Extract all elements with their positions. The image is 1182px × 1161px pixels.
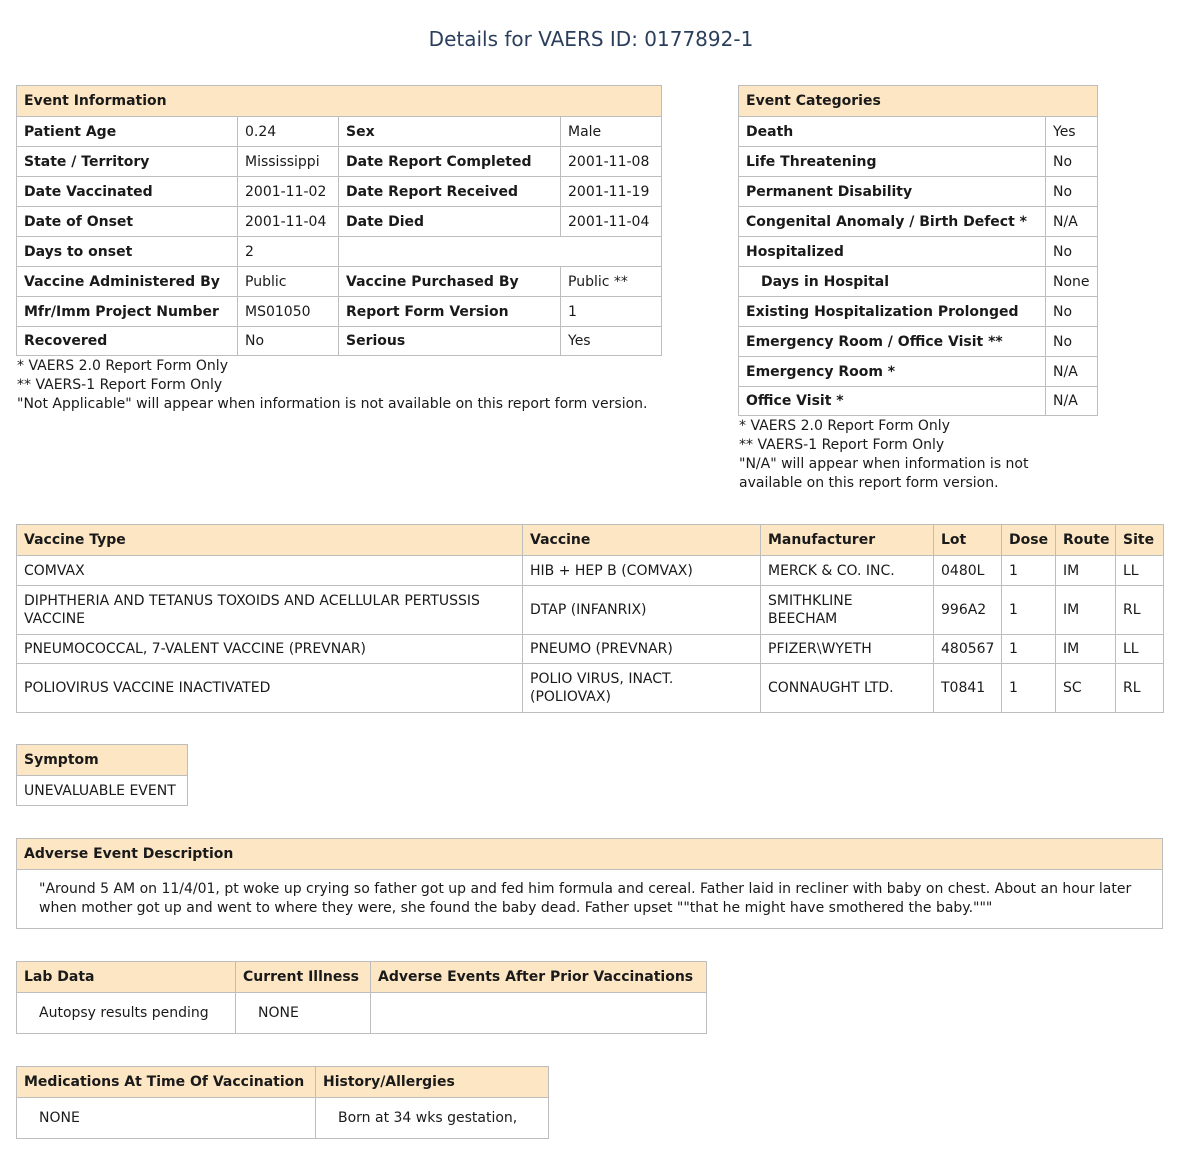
column-header: Lab Data <box>17 962 236 993</box>
category-label: Hospitalized <box>739 237 1046 267</box>
category-label: Emergency Room * <box>739 357 1046 387</box>
field-value: Public <box>238 267 339 297</box>
empty-cell <box>339 237 662 267</box>
table-row <box>739 327 1098 357</box>
category-value: No <box>1046 147 1098 177</box>
field-value: 2001-11-08 <box>561 147 662 177</box>
field-value: MS01050 <box>238 297 339 327</box>
field-value: 2001-11-19 <box>561 177 662 207</box>
field-value: Yes <box>561 327 662 356</box>
route: IM <box>1056 556 1116 586</box>
manufacturer: SMITHKLINE BEECHAM <box>761 586 934 635</box>
table-row <box>17 297 662 327</box>
column-header: Vaccine <box>523 525 761 556</box>
field-label: Report Form Version <box>339 297 561 327</box>
category-value: Yes <box>1046 117 1098 147</box>
history-allergies-value: Born at 34 wks gestation, <box>316 1098 549 1139</box>
manufacturer: PFIZER\WYETH <box>761 635 934 664</box>
table-row <box>739 207 1098 237</box>
field-value: 0.24 <box>238 117 339 147</box>
column-header: Site <box>1116 525 1164 556</box>
category-value: No <box>1046 177 1098 207</box>
table-row <box>17 177 662 207</box>
site: RL <box>1116 664 1164 713</box>
lab-data-table <box>16 961 707 1034</box>
category-label: Existing Hospitalization Prolonged <box>739 297 1046 327</box>
category-value: N/A <box>1046 207 1098 237</box>
dose: 1 <box>1002 556 1056 586</box>
category-label: Life Threatening <box>739 147 1046 177</box>
site: LL <box>1116 635 1164 664</box>
category-value: None <box>1046 267 1098 297</box>
field-value: 2001-11-02 <box>238 177 339 207</box>
column-header: Adverse Events After Prior Vaccinations <box>371 962 707 993</box>
category-value: No <box>1046 327 1098 357</box>
category-label: Death <box>739 117 1046 147</box>
field-value: 1 <box>561 297 662 327</box>
event-information-table <box>16 85 662 356</box>
field-label: Mfr/Imm Project Number <box>17 297 238 327</box>
field-label: Recovered <box>17 327 238 356</box>
event-information-header: Event Information <box>17 86 662 117</box>
field-value: No <box>238 327 339 356</box>
prior-vaccinations-value <box>371 993 707 1034</box>
lab-data-value: Autopsy results pending <box>17 993 236 1034</box>
route: SC <box>1056 664 1116 713</box>
field-label: Date Report Received <box>339 177 561 207</box>
lot: T0841 <box>934 664 1002 713</box>
field-value: Public ** <box>561 267 662 297</box>
field-label: Date Vaccinated <box>17 177 238 207</box>
lot: 996A2 <box>934 586 1002 635</box>
table-row <box>739 297 1098 327</box>
column-header: Lot <box>934 525 1002 556</box>
table-row <box>739 267 1098 297</box>
table-row <box>17 147 662 177</box>
field-value: Male <box>561 117 662 147</box>
category-label: Permanent Disability <box>739 177 1046 207</box>
table-row <box>739 177 1098 207</box>
dose: 1 <box>1002 664 1056 713</box>
table-row <box>739 237 1098 267</box>
vaccine-type: PNEUMOCOCCAL, 7-VALENT VACCINE (PREVNAR) <box>17 635 523 664</box>
field-label: Vaccine Administered By <box>17 267 238 297</box>
table-row <box>17 207 662 237</box>
event-categories-header: Event Categories <box>739 86 1098 117</box>
table-row <box>17 327 662 356</box>
column-header: History/Allergies <box>316 1067 549 1098</box>
column-header: Medications At Time Of Vaccination <box>17 1067 316 1098</box>
symptom-header: Symptom <box>17 745 188 776</box>
field-label: Serious <box>339 327 561 356</box>
column-header: Vaccine Type <box>17 525 523 556</box>
field-value: 2001-11-04 <box>238 207 339 237</box>
field-label: Date of Onset <box>17 207 238 237</box>
table-row <box>739 117 1098 147</box>
route: IM <box>1056 586 1116 635</box>
vaccine-name: HIB + HEP B (COMVAX) <box>523 556 761 586</box>
manufacturer: CONNAUGHT LTD. <box>761 664 934 713</box>
vaccine-type: COMVAX <box>17 556 523 586</box>
field-value: 2001-11-04 <box>561 207 662 237</box>
category-value: N/A <box>1046 357 1098 387</box>
footnote: * VAERS 2.0 Report Form Only <box>17 358 228 374</box>
lot: 0480L <box>934 556 1002 586</box>
event-information-notes <box>17 357 717 414</box>
category-label: Days in Hospital <box>739 267 1046 297</box>
category-value: No <box>1046 297 1098 327</box>
category-label: Emergency Room / Office Visit ** <box>739 327 1046 357</box>
page-title: Details for VAERS ID: 0177892-1 <box>428 27 754 51</box>
adverse-event-description-header: Adverse Event Description <box>17 839 1163 870</box>
table-row <box>739 147 1098 177</box>
adverse-event-description-text: "Around 5 AM on 11/4/01, pt woke up crying so father got up and fed him formula and cereal. Father laid in recliner with baby on chest. About an hour later when mother got up and went to where they were, she found the baby dead. Father upset ""that he might have smothered the baby.""" <box>17 870 1163 929</box>
field-label: Days to onset <box>17 237 238 267</box>
field-label: Date Died <box>339 207 561 237</box>
table-row <box>17 556 1164 586</box>
lot: 480567 <box>934 635 1002 664</box>
vaccines-table <box>16 524 1164 713</box>
table-row <box>17 267 662 297</box>
current-illness-value: NONE <box>236 993 371 1034</box>
event-categories-table <box>738 85 1098 416</box>
site: RL <box>1116 586 1164 635</box>
medications-table <box>16 1066 549 1139</box>
field-label: Vaccine Purchased By <box>339 267 561 297</box>
event-categories-notes <box>739 417 1059 493</box>
field-value: Mississippi <box>238 147 339 177</box>
table-row <box>17 586 1164 635</box>
column-header: Route <box>1056 525 1116 556</box>
dose: 1 <box>1002 586 1056 635</box>
medications-value: NONE <box>17 1098 316 1139</box>
category-value: N/A <box>1046 387 1098 416</box>
field-label: Sex <box>339 117 561 147</box>
site: LL <box>1116 556 1164 586</box>
symptom-value: UNEVALUABLE EVENT <box>17 776 188 806</box>
table-row <box>17 117 662 147</box>
column-header: Dose <box>1002 525 1056 556</box>
footnote: * VAERS 2.0 Report Form Only <box>739 418 950 434</box>
field-label: State / Territory <box>17 147 238 177</box>
field-value: 2 <box>238 237 339 267</box>
table-row <box>17 635 1164 664</box>
vaccine-type: DIPHTHERIA AND TETANUS TOXOIDS AND ACELLULAR PERTUSSIS VACCINE <box>17 586 523 635</box>
category-label: Office Visit * <box>739 387 1046 416</box>
category-value: No <box>1046 237 1098 267</box>
vaccine-name: POLIO VIRUS, INACT. (POLIOVAX) <box>523 664 761 713</box>
field-label: Patient Age <box>17 117 238 147</box>
symptom-table <box>16 744 188 806</box>
vaccine-name: PNEUMO (PREVNAR) <box>523 635 761 664</box>
footnote: "Not Applicable" will appear when information is not available on this report form version. <box>17 396 648 412</box>
category-label: Congenital Anomaly / Birth Defect * <box>739 207 1046 237</box>
footnote: ** VAERS-1 Report Form Only <box>739 437 945 453</box>
table-row <box>739 357 1098 387</box>
vaccine-type: POLIOVIRUS VACCINE INACTIVATED <box>17 664 523 713</box>
adverse-event-description-table <box>16 838 1163 929</box>
route: IM <box>1056 635 1116 664</box>
vaccine-name: DTAP (INFANRIX) <box>523 586 761 635</box>
column-header: Current Illness <box>236 962 371 993</box>
dose: 1 <box>1002 635 1056 664</box>
column-header: Manufacturer <box>761 525 934 556</box>
footnote: "N/A" will appear when information is not available on this report form version. <box>739 456 1029 491</box>
manufacturer: MERCK & CO. INC. <box>761 556 934 586</box>
table-row <box>739 387 1098 416</box>
footnote: ** VAERS-1 Report Form Only <box>17 377 223 393</box>
table-row <box>17 664 1164 713</box>
table-row <box>17 237 662 267</box>
field-label: Date Report Completed <box>339 147 561 177</box>
